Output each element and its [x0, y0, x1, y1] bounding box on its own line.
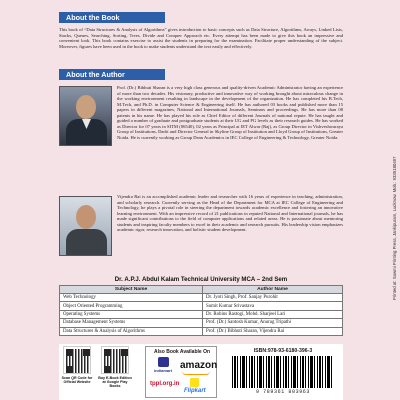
- table-cell: Dr. Robins Rastogi, Mohd. Sharjeel Lari: [203, 310, 343, 318]
- printer-info: [392, 5, 396, 300]
- course-title: Dr. A.P.J. Abdul Kalam Technical University MCA – 2nd Sem: [114, 276, 288, 283]
- website-qr-code[interactable]: [63, 346, 91, 374]
- isbn-text: ISBN:978-93-6180-396-3: [253, 348, 313, 354]
- table-row: [60, 319, 343, 327]
- author1-photo: [59, 86, 112, 146]
- table-cell: Data Structures & Analysis of Algorithms: [60, 327, 203, 335]
- printer-info-text: Printed at: Sowmi Printing Press, Jankipuram, Lucknow. Mob.: 9335180497: [392, 156, 397, 300]
- table-cell: Sumit Kumar Srivastava: [203, 302, 343, 310]
- table-header: Author Name: [203, 286, 343, 294]
- table-row: [60, 302, 343, 310]
- isbn-barcode: [224, 347, 342, 397]
- table-cell: Dr. Jyoti Singh, Prof. Sanjay Purohit: [203, 294, 343, 302]
- table-row: [60, 327, 343, 335]
- author2-photo: [59, 196, 112, 256]
- table-header-row: [60, 286, 343, 294]
- table-cell: Web Technology: [60, 294, 203, 302]
- qr-caption-google-play: Buy E-Book Edition at Google Play Books: [98, 376, 132, 388]
- table-header: Subject Name: [60, 286, 203, 294]
- barcode-bars: [232, 356, 334, 388]
- qr-caption-website: Scan QR Code for Official Website: [61, 376, 93, 384]
- table-cell: Operating Systems: [60, 310, 203, 318]
- barcode-digits: 9 789361 803963: [255, 389, 310, 395]
- about-book-heading: About the Book: [59, 12, 165, 23]
- author2-bio: Vijendra Rai is an accomplished academic leader and researcher with 16 years of experience in teaching, administration, and scholarly research. Currently serving as the Head of the Department for MCA at IEC College of Engineering and Technology, he plays a pivotal role in steering the department towards academic excellence and fostering an innovative learning environment. With an impressive record of 21 publications in reputed National and International journals, he has made significant contributions to the field of computer applications and related areas. He is passionate about mentoring students and inspiring faculty members to excel in their academic and research pursuits. His leadership vision emphasizes academic rigor, research innovation, and holistic student development.: [117, 194, 343, 232]
- also-available-title: Also Book Available On: [153, 349, 211, 355]
- table-row: [60, 294, 343, 302]
- tppl-logo[interactable]: tppl.org.in: [150, 381, 180, 387]
- table-cell: Object Oriented Programming: [60, 302, 203, 310]
- flipkart-logo[interactable]: Flipkart: [184, 378, 206, 394]
- also-available-box: [145, 346, 217, 398]
- amazon-logo[interactable]: amazon: [180, 360, 217, 371]
- table-row: [60, 310, 343, 318]
- author1-bio: Prof. (Dr.) Bibhuti Sharan is a very high class generous and quality-driven Academic Administrator having an experience of more than two decades. His visionary, productive and innovative way of working brought about miraculous change in the working environment resulting in landscape in the development of the organization. He has completed his B.Tech, M.Tech, and Ph.D. in Computer Science & Engineering itself. He has authored 03 books and published more than 15 papers in different magazines, National and International Journals, Seminars and proceedings. He has more than 08 patents in his name. He has played his role as Chief Editor of different Journals of national repute. He has taught and guided a number of graduate and postgraduate students at their UG and PG levels as their research guides. He has worked as Director for 07 years in SITM (06540), 02 years as Principal at IET Alwar (Raj), as Group Director in Vishveshwaraya Group of Institutions, Dadri and Director General in Skyline Group of Institution and Lloyd Group of Institutions, Greater Noida. He is currently working as Group Dean Academics in IEC College of Engineering & Technology, Greater Noida.: [117, 85, 343, 140]
- table-cell: Database Management Systems: [60, 319, 203, 327]
- google-play-qr-code[interactable]: [101, 346, 129, 374]
- indiamart-logo[interactable]: indiamart: [150, 357, 176, 373]
- about-author-heading: About the Author: [59, 69, 165, 80]
- about-book-text: This book of “Data Structures & Analysis of Algorithms” gives introduction to basic concepts such as Data Structure, Algorithms, Arrays, Linked Lists, Stacks, Queues, Searching, Sorting, Trees, Divide and Conquer Approach etc. Every attempt has been made to give this book an impressive and convenient look. This book contains exercise to assist the students in preparing for the examination. Facilitate proper understanding of the subject. Moreover, figures have been used in the book to make students understand the text easily and effectively.: [59, 27, 343, 49]
- table-cell: Prof. (Dr.) Bibhuti Sharan, Vijendra Rai: [203, 327, 343, 335]
- table-cell: Prof. (Dr.) Santosh Kumar, Anurag Tripathi: [203, 319, 343, 327]
- subjects-table: [59, 285, 343, 336]
